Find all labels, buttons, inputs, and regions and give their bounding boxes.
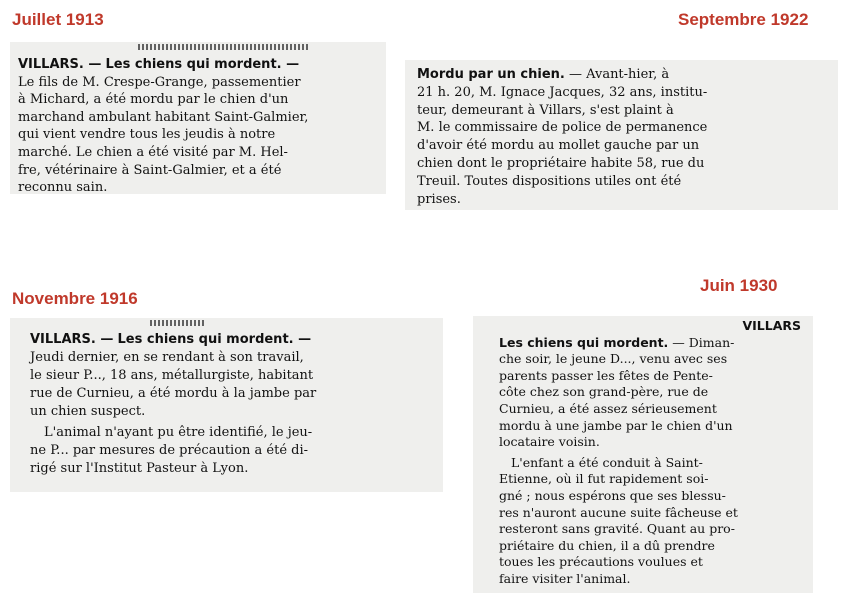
text-line: mordu à une jambe par le chien d'un xyxy=(499,417,733,433)
text-line: teur, demeurant à Villars, s'est plaint à xyxy=(417,102,674,118)
clipping-heading xyxy=(30,331,435,349)
date-label-novembre-1916: Novembre 1916 xyxy=(12,289,138,308)
text-line: un chien suspect. xyxy=(30,404,146,419)
heading-text: — Avant-hier, à xyxy=(564,67,670,82)
text-line: L'enfant a été conduit à Saint- xyxy=(511,454,703,470)
heading-text: — Diman- xyxy=(668,334,735,350)
text-line: fre, vétérinaire à Saint-Galmier, et a été xyxy=(18,162,282,178)
text-line: Treuil. Toutes dispositions utiles ont été xyxy=(417,173,682,189)
text-line: côte chez son grand-père, rue de xyxy=(499,384,709,400)
date-label-septembre-1922: Septembre 1922 xyxy=(678,10,809,29)
text-line: marchand ambulant habitant Saint-Galmier, xyxy=(18,109,309,125)
header-place: VILLARS xyxy=(742,318,801,333)
text-line: rue de Curnieu, a été mordu à la jambe par xyxy=(30,386,317,401)
text-line: res n'auront aucune suite fâcheuse et xyxy=(499,504,738,520)
text-line: reconnu sain. xyxy=(18,180,108,194)
text-line: Curnieu, a été assez sérieusement xyxy=(499,400,717,416)
clipping-juillet-1913 xyxy=(10,42,386,194)
clipping-juin-1930 xyxy=(473,316,813,593)
heading-place: VILLARS. — xyxy=(18,57,102,72)
clipping-novembre-1916 xyxy=(10,318,443,492)
clipping-separator-rule xyxy=(150,320,205,326)
text-line: che soir, le jeune D..., venu avec ses xyxy=(499,351,728,367)
text-line: gné ; nous espérons que ses blessu- xyxy=(499,487,726,503)
clipping-heading xyxy=(417,66,828,84)
text-line: d'avoir été mordu au mollet gauche par un xyxy=(417,138,700,154)
text-line: Jeudi dernier, en se rendant à son travail, xyxy=(30,350,304,365)
text-line: rigé sur l'Institut Pasteur à Lyon. xyxy=(30,461,249,476)
clipping-place-header xyxy=(499,318,801,335)
text-line: M. le commissaire de police de permanence xyxy=(417,120,708,136)
text-line: toues les précautions voulues et xyxy=(499,554,703,570)
clipping-heading xyxy=(18,56,378,74)
text-line: resteront sans gravité. Quant au pro- xyxy=(499,521,735,537)
text-line: Le fils de M. Crespe-Grange, passementier xyxy=(18,74,301,90)
text-line: priétaire du chien, il a dû prendre xyxy=(499,537,715,553)
heading-title: Mordu par un chien. xyxy=(417,67,565,82)
text-line: à Michard, a été mordu par le chien d'un xyxy=(18,92,289,108)
text-line: marché. Le chien a été visité par M. Hel- xyxy=(18,144,288,160)
text-line: le sieur P..., 18 ans, métallurgiste, habitant xyxy=(30,368,314,383)
text-line: ne P... par mesures de précaution a été di- xyxy=(30,443,309,458)
text-line: Etienne, où il fut rapidement soi- xyxy=(499,471,709,487)
text-line: parents passer les fêtes de Pente- xyxy=(499,367,713,383)
heading-title: Les chiens qui mordent. — xyxy=(117,332,312,347)
text-line: L'animal n'ayant pu être identifié, le jeu- xyxy=(44,425,313,440)
text-line: 21 h. 20, M. Ignace Jacques, 32 ans, institu- xyxy=(417,84,708,100)
text-line: locataire voisin. xyxy=(499,434,600,450)
clipping-septembre-1922 xyxy=(405,60,838,210)
paragraph-two xyxy=(499,455,801,588)
text-line: qui vient vendre tous les jeudis à notre xyxy=(18,127,276,143)
date-label-juin-1930: Juin 1930 xyxy=(700,276,778,295)
clipping-separator-rule xyxy=(138,44,308,50)
date-label-juillet-1913: Juillet 1913 xyxy=(12,10,104,29)
paragraph-two xyxy=(30,424,435,478)
text-line: faire visiter l'animal. xyxy=(499,570,631,586)
text-line: prises. xyxy=(417,191,461,207)
heading-title: Les chiens qui mordent. xyxy=(499,334,669,350)
heading-place: VILLARS. — xyxy=(30,332,114,347)
clipping-heading xyxy=(499,335,801,352)
text-line: chien dont le propriétaire habite 58, rue du xyxy=(417,155,705,171)
heading-title: Les chiens qui mordent. — xyxy=(105,57,300,72)
